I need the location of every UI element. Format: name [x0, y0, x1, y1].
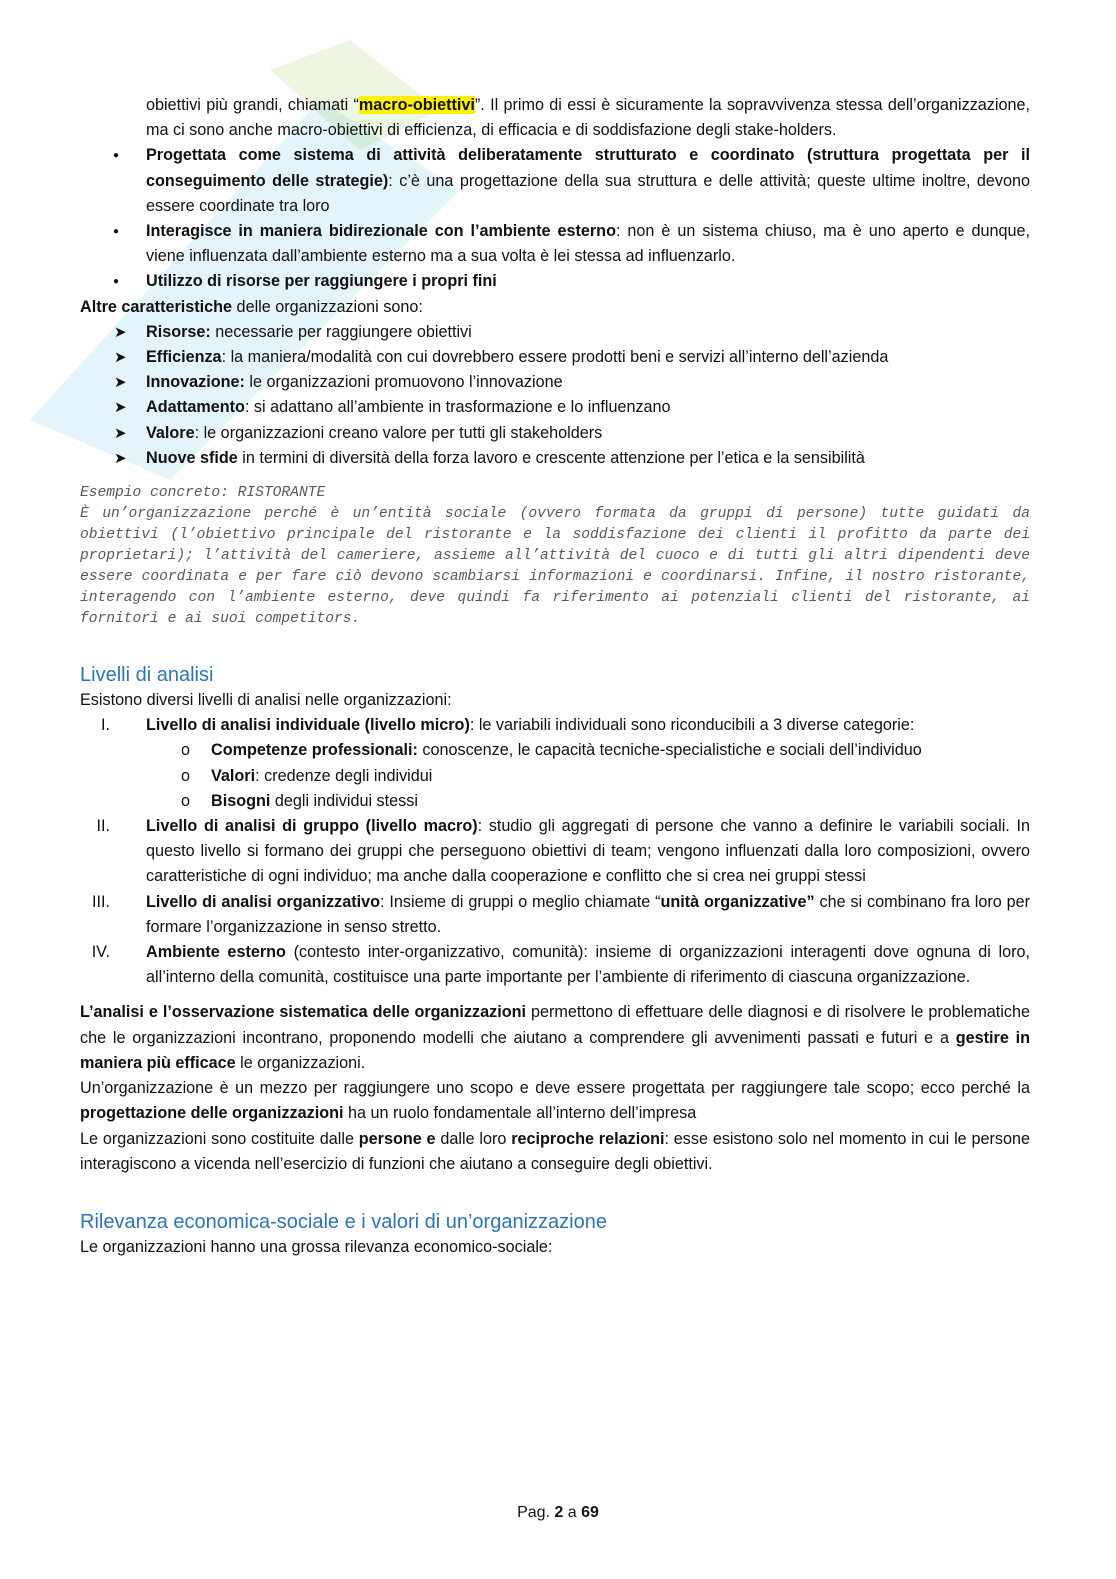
sub-marker: o: [181, 741, 191, 760]
level-number: III.: [92, 892, 110, 911]
arrow-right-icon: ➤: [114, 323, 127, 341]
analysis-paragraph: [80, 1000, 1030, 1076]
arrow-term: Risorse:: [146, 322, 211, 341]
footer-prefix: Pag.: [517, 1504, 555, 1521]
section-intro: Le organizzazioni hanno una grossa rilevanza economico-sociale:: [80, 1237, 553, 1256]
para-term: L’analisi e l’osservazione sistematica delle organizzazioni: [80, 1003, 526, 1022]
bullet-item: [80, 219, 1030, 269]
sub-term: Valori: [211, 766, 256, 785]
para-term-2: gestire in maniera più efficace: [80, 1028, 1031, 1072]
para-text-2: dalle loro: [435, 1129, 512, 1148]
para-term-2: reciproche relazioni: [511, 1129, 665, 1148]
para-term: persone e: [358, 1129, 436, 1148]
intro-text-2: ”. Il primo di essi è sicuramente la sopravvivenza stessa dell’organizzazione, ma ci sono anche macro-obiettivi di efficienza, di efficacia e di soddisfazione degli stake-holders.: [146, 96, 1031, 140]
sub-text: conoscenze, le capacità tecniche-specialistiche e sociali dell’individuo: [417, 741, 922, 760]
arrow-right-icon: ➤: [114, 424, 127, 442]
arrow-item: [80, 446, 1030, 471]
arrow-text: le organizzazioni promuovono l’innovazione: [244, 373, 563, 392]
arrow-right-icon: ➤: [114, 349, 127, 367]
arrow-term: Adattamento: [146, 398, 245, 417]
level-text: (contesto inter-organizzativo, comunità): insieme di organizzazioni interagenti dove ognuna di loro, all’interno della comunità, costituisce una parte importante per l’ambiente di riferimento di ciascuna organizzazione.: [146, 943, 1030, 987]
sub-term: Bisogni: [211, 791, 271, 810]
bullet-text: : non è un sistema chiuso, ma è uno aperto e dunque, viene influenzata dall’ambiente esterno ma a sua volta è lei stessa ad influenzarlo.: [146, 222, 1031, 266]
bullet-term: Progettata come sistema di attività deliberatamente strutturato e coordinato (struttura progettata per il conseguimento delle strategie): [146, 146, 1030, 190]
document-body: [80, 93, 1030, 1260]
page-total: 69: [581, 1504, 599, 1521]
example-title: Esempio concreto: RISTORANTE: [80, 485, 326, 502]
sub-marker: o: [181, 766, 191, 785]
level-term: Ambiente esterno: [146, 943, 286, 962]
example-block: [80, 483, 1030, 630]
bullet-item: [80, 143, 1030, 219]
section-heading-livelli: Livelli di analisi: [80, 664, 214, 687]
arrow-term: Nuove sfide: [146, 448, 238, 467]
altre-caratteristiche: [80, 295, 1030, 320]
bullet-term: Interagisce in maniera bidirezionale con l’ambiente esterno: [146, 222, 616, 241]
arrow-item: [80, 421, 1030, 446]
level-text: : Insieme di gruppi o meglio chiamate “: [380, 892, 661, 911]
page-number: 2: [554, 1504, 564, 1521]
level-number: I.: [101, 716, 110, 735]
arrow-item: [80, 370, 1030, 395]
altre-term: Altre caratteristiche: [80, 297, 233, 316]
bullet-item: [80, 269, 1030, 294]
level-item: [80, 713, 1030, 738]
intro-text: obiettivi più grandi, chiamati “: [146, 96, 359, 114]
arrow-right-icon: ➤: [114, 399, 127, 417]
sub-term: Competenze professionali:: [211, 741, 418, 760]
arrow-item: [80, 345, 1030, 370]
level-term: Livello di analisi di gruppo (livello macro): [146, 817, 478, 836]
para-text: Un’organizzazione è un mezzo per raggiungere uno scopo e deve essere progettata per raggiungere tale scopo; ecco perché la: [80, 1079, 1030, 1098]
arrow-text: : la maniera/modalità con cui dovrebbero essere prodotti beni e servizi all’interno dell’azienda: [221, 348, 889, 367]
arrow-text: : le organizzazioni creano valore per tutti gli stakeholders: [194, 423, 603, 442]
design-paragraph: [80, 1076, 1030, 1126]
macro-obiettivi-term: macro-obiettivi: [358, 96, 475, 114]
arrow-right-icon: ➤: [114, 449, 127, 467]
page-footer: [0, 1504, 1116, 1522]
example-body: È un’organizzazione perché è un’entità sociale (ovvero formata da gruppi di persone) tutte guidati da obiettivi (l’obiettivo principale del ristorante e la soddisfazione dei clienti il profitto da parte dei proprietari); l’attività del cameriere, assieme all’attività del cuoco e di tutti gli altri dipendenti deve essere coordinata e per fare ciò devono scambiarsi informazioni e coordinarsi. Infine, il nostro ristorante, interagendo con l’ambiente esterno, deve quindi fa riferimento ai potenziali clienti del ristorante, ai fornitori e ai suoi competitors.: [80, 506, 1030, 628]
level-number: IV.: [91, 943, 110, 962]
intro-paragraph: [80, 93, 1030, 143]
level-item: [80, 890, 1030, 940]
arrow-item: [80, 320, 1030, 345]
level-term-2: unità organizzative”: [660, 892, 815, 911]
sub-item: [80, 738, 1030, 763]
arrow-text: necessarie per raggiungere obiettivi: [210, 322, 472, 341]
level-term: Livello di analisi individuale (livello micro): [146, 716, 470, 735]
para-text-2: ha un ruolo fondamentale all’interno dell’impresa: [343, 1104, 697, 1123]
section-intro: Esistono diversi livelli di analisi nelle organizzazioni:: [80, 691, 452, 710]
arrow-term: Valore: [146, 423, 195, 442]
arrow-text: : si adattano all’ambiente in trasformazione e lo influenzano: [244, 398, 671, 417]
arrow-term: Efficienza: [146, 348, 222, 367]
level-number: II.: [96, 817, 110, 836]
sub-text: degli individui stessi: [270, 791, 418, 810]
sub-item: [80, 789, 1030, 814]
footer-mid: a: [563, 1504, 582, 1521]
level-term: Livello di analisi organizzativo: [146, 892, 381, 911]
altre-text: delle organizzazioni sono:: [232, 297, 423, 316]
arrow-right-icon: ➤: [114, 374, 127, 392]
level-item: [80, 814, 1030, 890]
people-paragraph: [80, 1127, 1030, 1177]
para-text-2: le organizzazioni.: [235, 1053, 366, 1072]
sub-marker: o: [181, 791, 191, 810]
arrow-text: in termini di diversità della forza lavoro e crescente attenzione per l’etica e la sensibilità: [237, 448, 865, 467]
arrow-term: Innovazione:: [146, 373, 245, 392]
level-text-2: che si combinano fra loro per formare l’organizzazione in senso stretto.: [146, 892, 1030, 936]
para-text-3: : esse esistono solo nel momento in cui le persone interagiscono a vicenda nell’esercizio di funzioni che aiutano a conseguire degli obiettivi.: [80, 1129, 1031, 1173]
bullet-term: Utilizzo di risorse per raggiungere i propri fini: [146, 272, 497, 291]
sub-item: [80, 764, 1030, 789]
level-text: : le variabili individuali sono riconducibili a 3 diverse categorie:: [469, 716, 915, 735]
para-term: progettazione delle organizzazioni: [80, 1104, 344, 1123]
sub-text: : credenze degli individui: [255, 766, 433, 785]
para-text: Le organizzazioni sono costituite dalle: [80, 1129, 359, 1148]
bullet-text: : c’è una progettazione della sua struttura e delle attività; queste ultime inoltre, devono essere coordinate tra loro: [146, 171, 1031, 215]
para-text: permettono di effettuare delle diagnosi e di risolvere le problematiche che le organizzazioni incontrano, proponendo modelli che aiutano a comprendere gli avvenimenti passati e futuri e a: [80, 1003, 1030, 1047]
level-item: [80, 940, 1030, 990]
section-heading-rilevanza: Rilevanza economica-sociale e i valori di un’organizzazione: [80, 1210, 607, 1233]
level-text: : studio gli aggregati di persone che vanno a definire le variabili sociali. In questo livello si formano dei gruppi che perseguono obiettivi di team; vengono influenzati dalla loro composizioni, ovvero caratteristiche di ogni individuo; ma anche dalla cooperazione e conflitto che si crea nei gruppi stessi: [146, 817, 1030, 886]
arrow-item: [80, 395, 1030, 420]
